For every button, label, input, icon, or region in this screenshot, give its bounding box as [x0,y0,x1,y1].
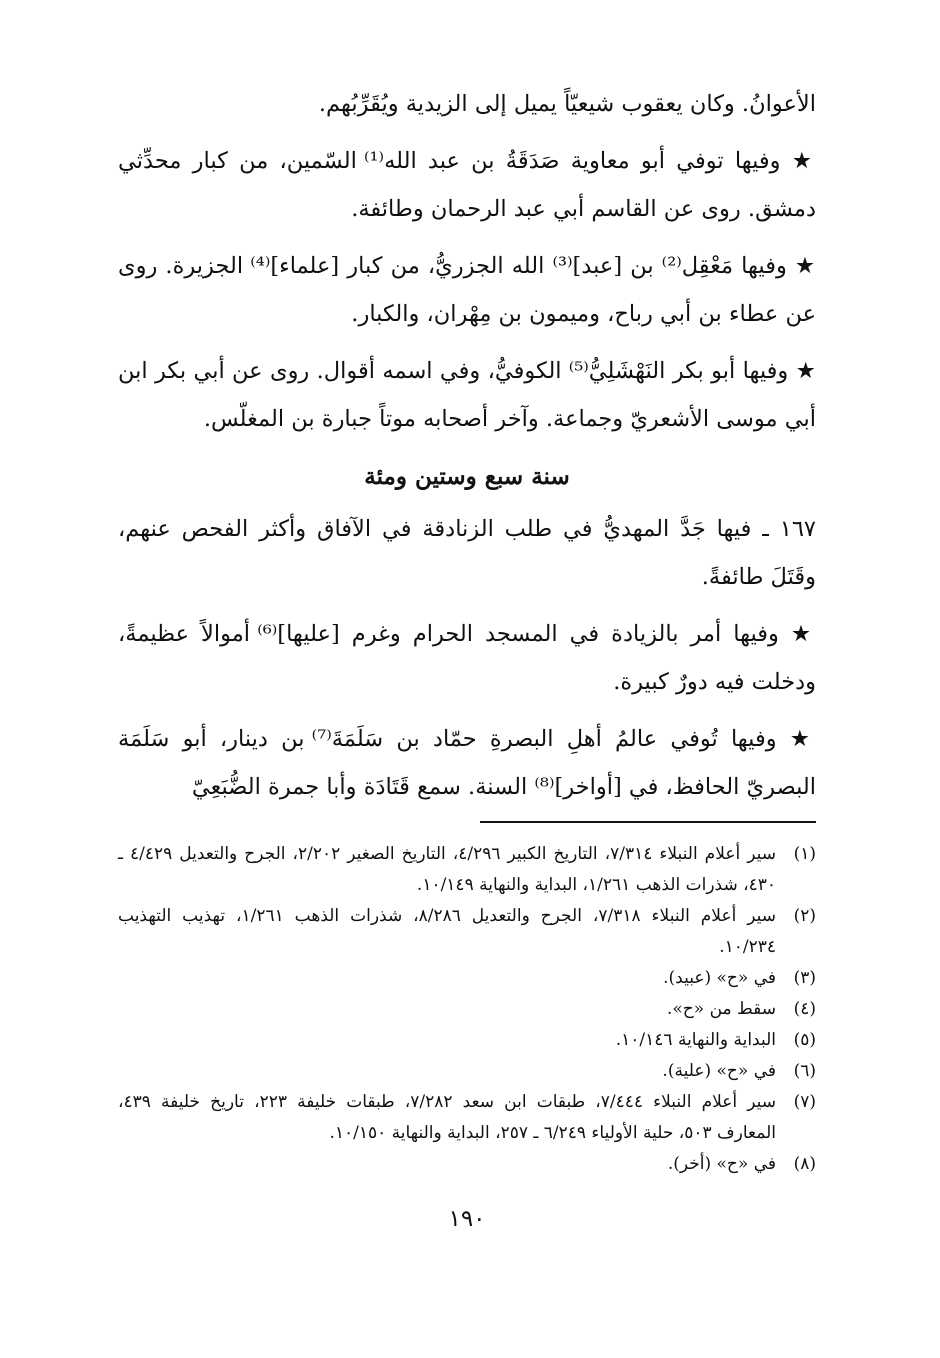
footnote-4 [118,994,816,1025]
paragraph-5: ١٦٧ ـ فيها جَدَّ المهديُّ في طلب الزنادقة في الآفاق وأكثر الفحص عنهم، وقَتَلَ طائفةً. [118,516,816,590]
footnote-number: (٨) [793,1154,816,1174]
paragraph-3: ★ وفيها مَعْقِل⁽²⁾ بن [عبد]⁽³⁾ الله الجزريُّ، من كبار [علماء]⁽⁴⁾ الجزيرة. روى عن عطاء بن أبي رباح، وميمون بن مِهْران، والكبار. [118,253,817,327]
footnote-text: سير أعلام النبلاء ٧/٣١٤، التاريخ الكبير ٤/٢٩٦، التاريخ الصغير ٢/٢٠٢، الجرح والتعديل ٤/٤٢٩ ـ ٤٣٠، شذرات الذهب ١/٢٦١، البداية والنهاية ١٠/١٤٩. [118,844,776,895]
footnote-7 [118,1087,816,1149]
footnote-number: (٤) [793,999,816,1019]
paragraph-7: ★ وفيها تُوفي عالمُ أهلِ البصرةِ حمّاد بن سَلَمَةَ⁽⁷⁾ بن دينار، أبو سَلَمَة البصريّ الحافظ، في [أواخر]⁽⁸⁾ السنة. سمع قَتَادَة وأبا جمرة الضُّبَعِيّ [118,726,816,800]
footnote-1 [118,839,816,901]
footnote-number: (٥) [793,1030,816,1050]
footnote-3 [118,963,816,994]
footnote-2 [118,901,816,963]
footnote-number: (٣) [793,968,816,988]
footnote-text: سقط من «ح». [666,999,776,1019]
footnote-6 [118,1056,816,1087]
footnote-number: (٦) [793,1061,816,1081]
footnote-5 [118,1025,816,1056]
paragraph-1: الأعوانُ. وكان يعقوب شيعيّاً يميل إلى الزيدية ويُقَرِّبُهم. [318,91,816,117]
footnotes [118,839,816,1180]
page-number: ١٩٠ [448,1206,486,1232]
footnote-text: في «ح» (عبيد). [663,968,776,988]
footnote-text: في «ح» (علية). [662,1061,776,1081]
footnote-text: سير أعلام النبلاء ٧/٤٤٤، طبقات ابن سعد ٧/٢٨٢، طبقات خليفة ٢٢٣، تاريخ خليفة ٤٣٩، المعارف ٥٠٣، حلية الأولياء ٦/٢٤٩ ـ ٢٥٧، البداية والنهاية ١٠/١٥٠. [118,1092,776,1143]
paragraph-4: ★ وفيها أبو بكر النَهْشَلِيُّ⁽⁵⁾ الكوفيُّ، وفي اسمه أقوال. روى عن أبي بكر ابن أبي موسى الأشعريّ وجماعة. وآخر أصحابه موتاً جبارة بن المغلّس. [118,358,816,432]
footnote-text: في «ح» (أخر). [667,1154,776,1174]
footnote-number: (١) [793,844,816,864]
paragraph-6: ★ وفيها أمر بالزيادة في المسجد الحرام وغرم [عليها]⁽⁶⁾ أموالاً عظيمةً، ودخلت فيه دورٌ كبيرة. [118,621,816,695]
footnote-text: البداية والنهاية ١٠/١٤٦. [615,1030,776,1050]
section-heading: سنة سبع وستين ومئة [364,463,570,490]
footnote-8 [118,1149,816,1180]
footnote-number: (٧) [793,1092,816,1112]
footnote-text: سير أعلام النبلاء ٧/٣١٨، الجرح والتعديل ٨/٢٨٦، شذرات الذهب ١/٢٦١، تهذيب التهذيب ١٠/٢٣٤. [118,906,776,957]
paragraph-2: ★ وفيها توفي أبو معاوية صَدَقَةُ بن عبد الله⁽¹⁾ السّمين، من كبار محدِّثي دمشق. روى عن القاسم أبي عبد الرحمان وطائفة. [118,148,816,222]
footnote-divider [480,821,816,823]
footnote-number: (٢) [793,906,816,926]
